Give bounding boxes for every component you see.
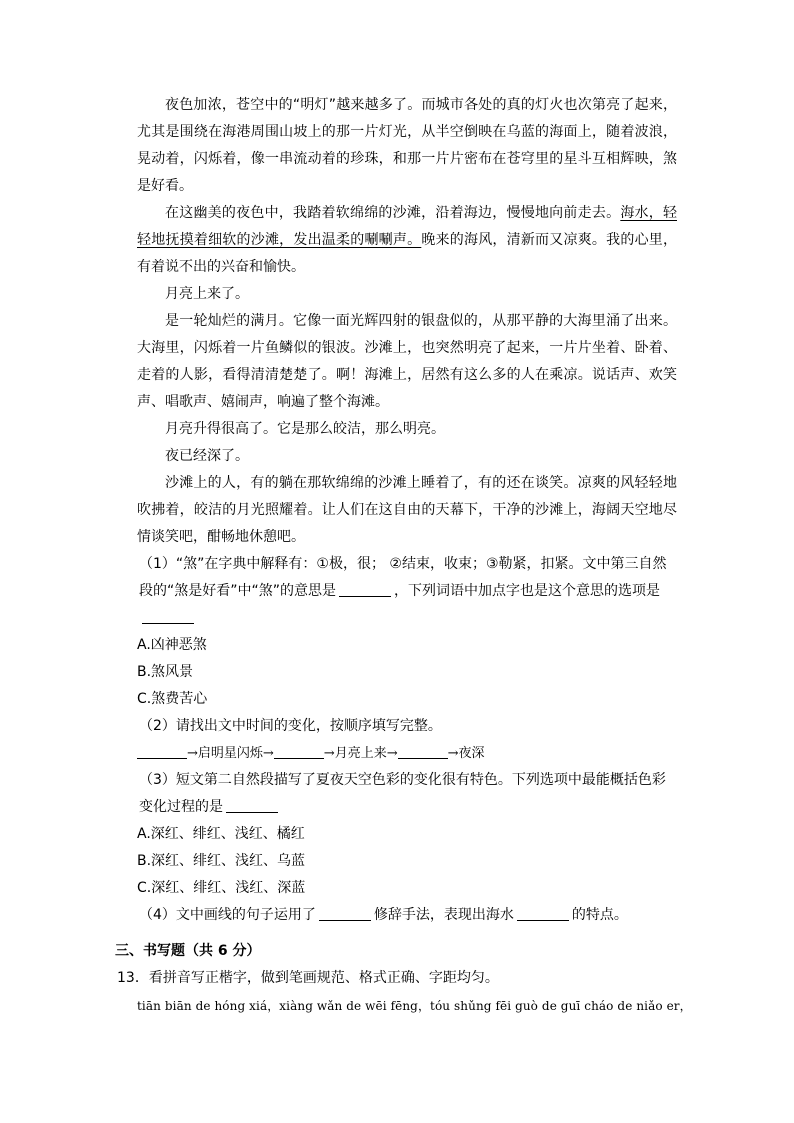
paragraph-5: 月亮升得很高了。它是那么皎洁，那么明亮。 (165, 421, 445, 437)
paragraph-7: 沙滩上的人，有的躺在那软绵绵的沙滩上睡着了，有的还在谈笑。凉爽的风轻轻地吹拂着，皎洁的月光照耀着。让人们在这自由的天幕下，干净的沙滩上，海阔天空地尽情谈笑吧，酣畅地休憩吧。 (137, 475, 677, 545)
section-title: 三、书写题（共 6 分） (115, 943, 261, 959)
question-1-option-c: C.煞费苦心 (137, 691, 208, 707)
question-1-option-a: A.凶神恶煞 (137, 637, 207, 653)
question-4-text-c: 的特点。 (571, 907, 628, 923)
underlined-sentence: 海水，轻轻地抚摸着细软的沙滩，发出温柔的唰唰声。 (137, 205, 677, 248)
question-1-option-b: B.煞风景 (137, 664, 194, 680)
paragraph-2-end: 晚来的海风，清新而又凉爽。我的心里，有着说不出的兴奋和愉快。 (137, 232, 678, 275)
paragraph-3: 月亮上来了。 (165, 286, 249, 302)
time-sequence-part-1: →启明星闪烁→ (187, 746, 274, 761)
answer-blank-2c[interactable] (398, 744, 448, 759)
question-3-option-c: C.深红、绯红、浅红、深蓝 (137, 880, 306, 896)
answer-blank-1a[interactable] (339, 582, 391, 597)
question-13: 13．看拼音写正楷字，做到笔画规范、格式正确、字距均匀。 (117, 970, 499, 986)
pinyin-line: tiān biān de hóng xiá，xiàng wǎn de wēi fēng，tóu shǔng fēi guò de guī cháo de niǎo er， (137, 999, 692, 1013)
question-1 (137, 551, 677, 632)
passage-body (137, 92, 677, 929)
question-3-option-b: B.深红、绯红、浅红、乌蓝 (137, 853, 306, 869)
answer-blank-4a[interactable] (319, 906, 371, 921)
paragraph-2-start: 在这幽美的夜色中，我踏着软绵绵的沙滩，沿着海边，慢慢地向前走去。 (165, 205, 621, 221)
paragraph-6: 夜已经深了。 (165, 448, 249, 464)
answer-blank-4b[interactable] (517, 906, 569, 921)
question-4-text-a: （4）文中画线的句子运用了 (139, 907, 316, 923)
question-4-text-b: 修辞手法，表现出海水 (373, 907, 514, 923)
time-sequence (137, 740, 677, 767)
question-4 (137, 902, 677, 929)
answer-blank-2b[interactable] (274, 744, 324, 759)
answer-blank-3[interactable] (226, 798, 278, 813)
question-3 (137, 767, 677, 821)
answer-blank-2a[interactable] (137, 744, 187, 759)
paragraph-4: 是一轮灿烂的满月。它像一面光辉四射的银盘似的，从那平静的大海里涌了出来。大海里，闪烁着一片鱼鳞似的银波。沙滩上，也突然明亮了起来，一片片坐着、卧着、走着的人影，看得清清楚楚了。啊！海滩上，居然有这么多的人在乘凉。说话声、欢笑声、唱歌声、嬉闹声，响遍了整个海滩。 (137, 313, 677, 410)
question-3-text: （3）短文第二自然段描写了夏夜天空色彩的变化很有特色。下列选项中最能概括色彩变化过程的是 (139, 772, 666, 815)
time-sequence-part-3: →夜深 (447, 746, 485, 761)
time-sequence-part-2: →月亮上来→ (323, 746, 398, 761)
paragraph-1: 夜色加浓，苍空中的“明灯”越来越多了。而城市各处的真的灯火也次第亮了起来，尤其是围绕在海港周围山坡上的那一片灯光，从半空倒映在乌蓝的海面上，随着波浪，晃动着，闪烁着，像一串流动着的珍珠，和那一片片密布在苍穹里的星斗互相辉映，煞是好看。 (137, 97, 677, 194)
question-1-text-b: ，下列词语中加点字也是这个意思的选项是 (394, 583, 661, 599)
question-1-text-a: （1）“煞”在字典中解释有：①极，很； ②结束，收束；③勒紧，扣紧。文中第三自然段的“煞是好看”中“煞”的意思是 (139, 556, 667, 599)
question-2: （2）请找出文中时间的变化，按顺序填写完整。 (139, 718, 442, 734)
question-3-option-a: A.深红、绯红、浅红、橘红 (137, 826, 305, 842)
answer-blank-1b[interactable] (142, 609, 194, 624)
paragraph-2 (137, 200, 677, 281)
